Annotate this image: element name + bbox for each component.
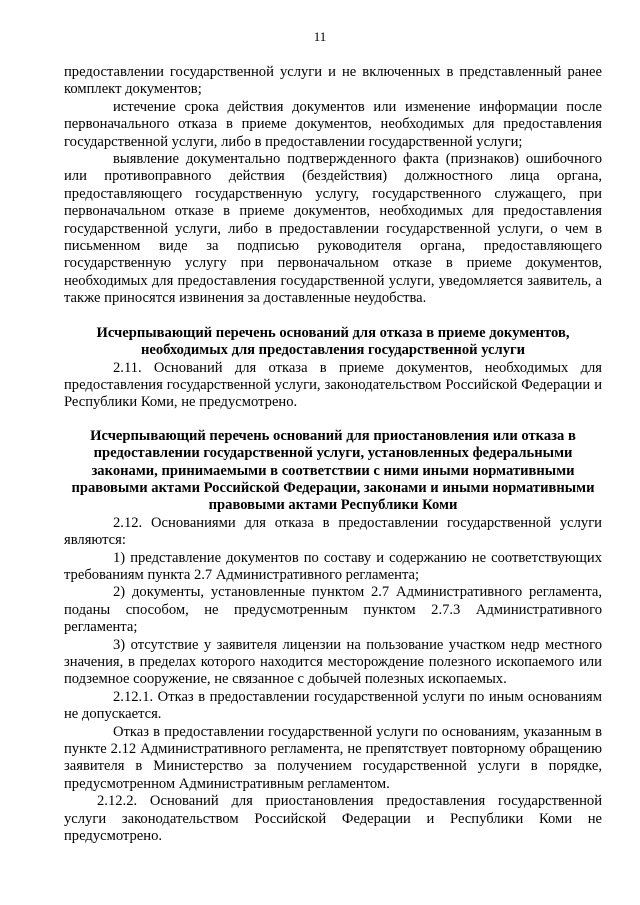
paragraph-2-11: 2.11. Оснований для отказа в приеме документов, необходимых для предоставления государственной услуги, законодательством Российской Федерации и Республики Коми, не предусмотрено. xyxy=(64,359,602,411)
paragraph-2-12-2: 2.12.2. Оснований для приостановления предоставления государственной услуги законодательством Российской Федерации и Республики Коми не предусмотрено. xyxy=(64,793,602,845)
paragraph-2-12-1: 2.12.1. Отказ в предоставлении государственной услуги по иным основаниям не допускается. xyxy=(64,688,602,723)
section-heading-refusal-reception: Исчерпывающий перечень оснований для отказа в приеме документов, необходимых для предоставления государственной услуги xyxy=(96,324,570,359)
spacer xyxy=(64,412,602,428)
paragraph-refusal-no-obstacle: Отказ в предоставлении государственной услуги по основаниям, указанным в пункте 2.12 Административного регламента, не препятствует повторному обращению заявителя в Министерство за получением государственной услуги в порядке, предусмотренном Административным регламентом. xyxy=(64,723,602,792)
page-number: 11 xyxy=(313,29,327,44)
section-heading-suspension-refusal: Исчерпывающий перечень оснований для приостановления или отказа в предоставлении государственной услуги, установленных федеральными законами, принимаемыми в соответствии с ними иными нормативными правовыми актами Российской Федерации, законами и иными нормативными правовыми актами Республики Коми xyxy=(71,427,595,514)
list-item-3: 3) отсутствие у заявителя лицензии на пользование участком недр местного значения, в пределах которого находится месторождение полезного ископаемого или подземное сооружение, не связанное с добычей полезных ископаемых. xyxy=(64,636,602,688)
spacer xyxy=(64,308,602,325)
paragraph-continuation: предоставлении государственной услуги и не включенных в представленный ранее комплект документов; xyxy=(64,64,602,98)
paragraph-expiry: истечение срока действия документов или изменение информации после первоначального отказа в приеме документов, необходимых для предоставления государственной услуги, либо в предоставлении государственной услуги; xyxy=(64,98,602,150)
paragraph-error-detection: выявление документально подтвержденного факта (признаков) ошибочного или противоправного действия (бездействия) должностного лица органа, предоставляющего государственную услугу, государственного служащего, при первоначальном отказе в приеме документов, необходимых для предоставления государственной услуги, либо в предоставлении государственной услуги, о чем в письменном виде за подписью руководителя органа, предоставляющего государственную услугу при первоначальном отказе в приеме документов, необходимых для предоставления государственной услуги, уведомляется заявитель, а также приносятся извинения за доставленные неудобства. xyxy=(64,151,602,307)
page-content xyxy=(64,64,602,845)
list-item-2: 2) документы, установленные пунктом 2.7 Административного регламента, поданы способом, не предусмотренным пунктом 2.7.3 Административного регламента; xyxy=(64,584,602,636)
paragraph-2-12: 2.12. Основаниями для отказа в предоставлении государственной услуги являются: xyxy=(64,514,602,549)
list-item-1: 1) представление документов по составу и содержанию не соответствующих требованиям пункта 2.7 Административного регламента; xyxy=(64,549,602,583)
